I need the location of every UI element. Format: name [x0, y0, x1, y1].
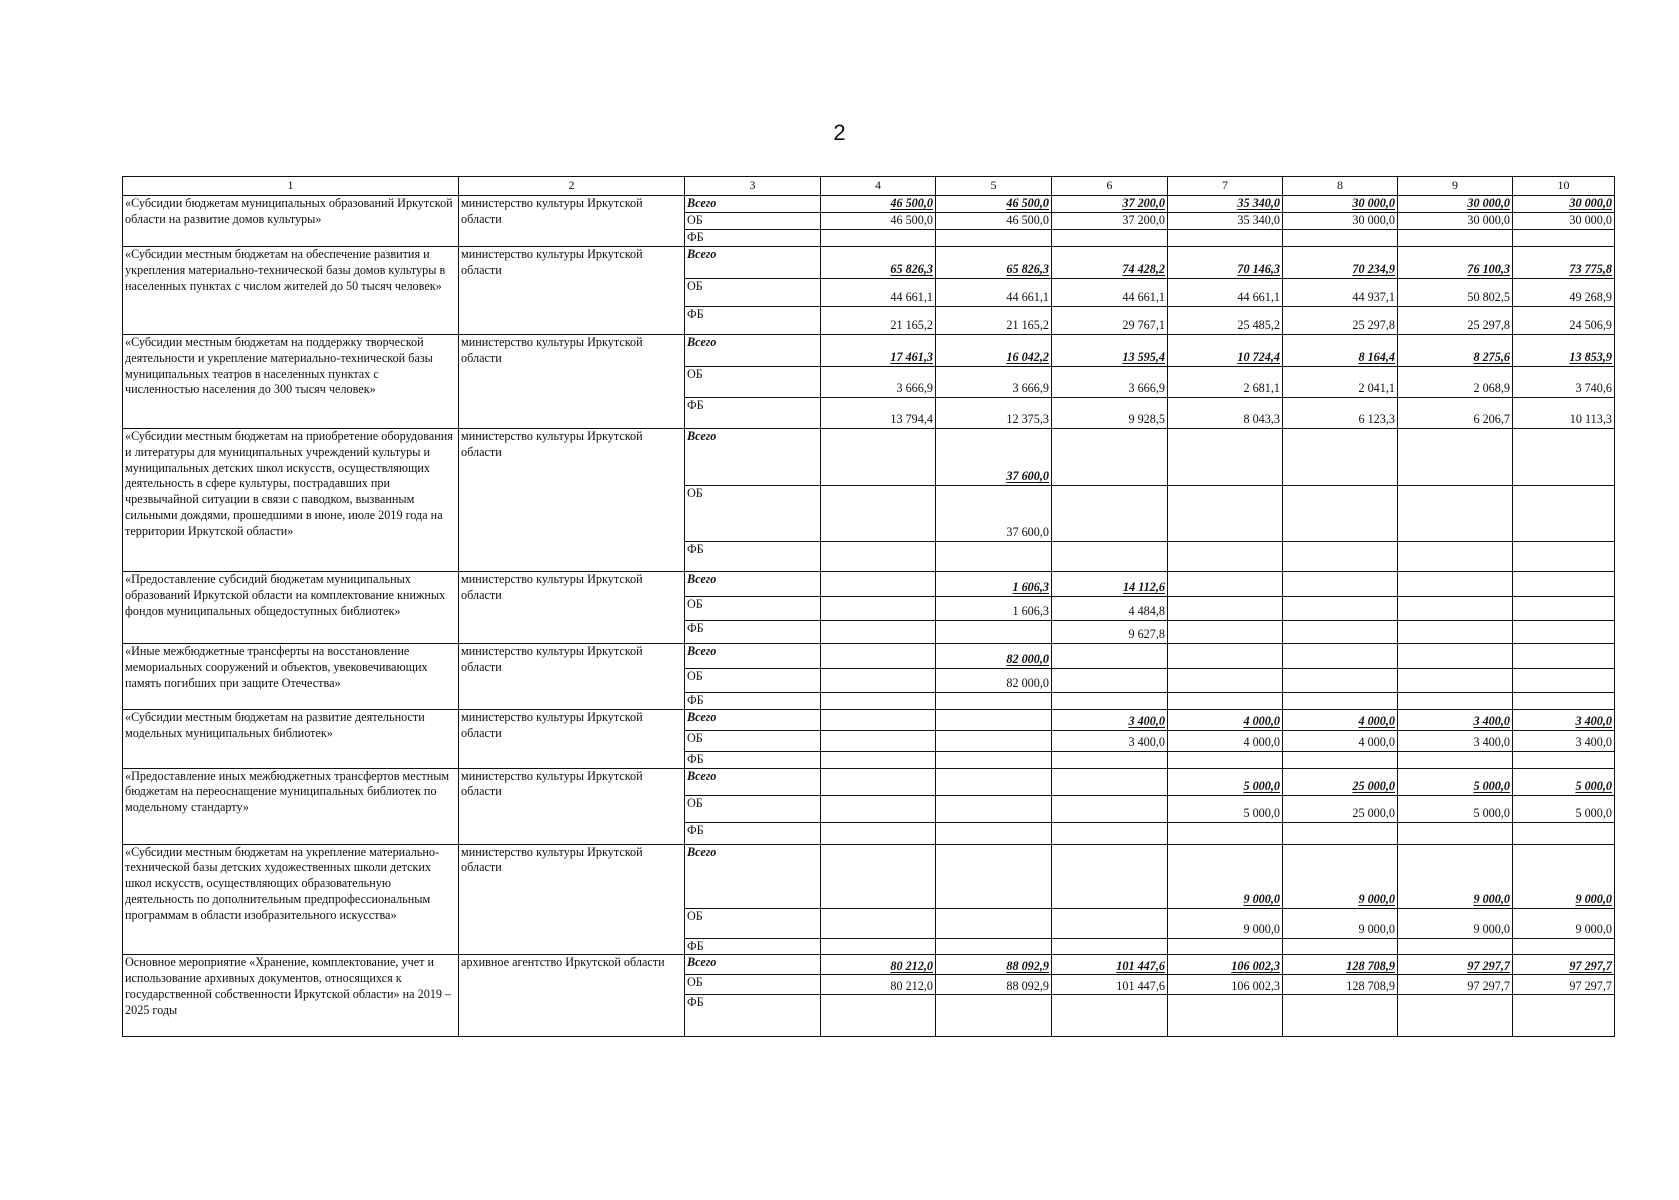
column-header: 6: [1052, 177, 1168, 196]
amount-cell: [1513, 822, 1615, 844]
amount-cell: [1513, 751, 1615, 768]
amount-cell: [1398, 938, 1513, 955]
amount-cell: 3 400,0: [1398, 730, 1513, 751]
funding-source-label: ОБ: [685, 908, 821, 938]
amount-cell: 46 500,0: [821, 196, 936, 213]
table-row: [123, 643, 1615, 668]
amount-cell: 128 708,9: [1283, 975, 1398, 995]
amount-cell: [936, 230, 1052, 247]
amount-cell: [1052, 908, 1168, 938]
funding-source-label: ФБ: [685, 822, 821, 844]
amount-cell: [1398, 751, 1513, 768]
amount-cell: 101 447,6: [1052, 975, 1168, 995]
amount-cell: [1283, 230, 1398, 247]
measure-description: Основное мероприятие «Хранение, комплектование, учет и использование архивных документов, относящихся к государственной собственности Иркутской области» на 2019 – 2025 годы: [123, 955, 459, 1037]
amount-cell: 14 112,6: [1052, 571, 1168, 596]
amount-cell: 74 428,2: [1052, 246, 1168, 278]
amount-cell: [1168, 571, 1283, 596]
amount-cell: [1052, 822, 1168, 844]
amount-cell: 82 000,0: [936, 668, 1052, 692]
amount-cell: 25 297,8: [1283, 306, 1398, 334]
amount-cell: [1513, 571, 1615, 596]
amount-cell: [1283, 643, 1398, 668]
amount-cell: 25 000,0: [1283, 795, 1398, 822]
amount-cell: 5 000,0: [1168, 795, 1283, 822]
amount-cell: [936, 938, 1052, 955]
column-header: 8: [1283, 177, 1398, 196]
amount-cell: 3 400,0: [1513, 730, 1615, 751]
measure-description: «Субсидии местным бюджетам на поддержку творческой деятельности и укрепление материально-технической базы муниципальных театров в населенных пунктах с численностью населения до 300 тысяч человек»: [123, 334, 459, 428]
amount-cell: [1168, 643, 1283, 668]
amount-cell: [1513, 643, 1615, 668]
amount-cell: 21 165,2: [821, 306, 936, 334]
amount-cell: 6 123,3: [1283, 397, 1398, 428]
amount-cell: 30 000,0: [1283, 196, 1398, 213]
amount-cell: 3 400,0: [1513, 709, 1615, 730]
amount-cell: [1283, 571, 1398, 596]
amount-cell: [936, 541, 1052, 571]
amount-cell: 2 041,1: [1283, 366, 1398, 397]
amount-cell: [1052, 768, 1168, 795]
amount-cell: [1168, 596, 1283, 620]
funding-source-label: ФБ: [685, 306, 821, 334]
amount-cell: 30 000,0: [1398, 196, 1513, 213]
amount-cell: [821, 730, 936, 751]
amount-cell: [1168, 822, 1283, 844]
amount-cell: 88 092,9: [936, 975, 1052, 995]
funding-source-label: Всего: [685, 709, 821, 730]
funding-source-label: ФБ: [685, 230, 821, 247]
funding-source-label: Всего: [685, 196, 821, 213]
amount-cell: [1398, 643, 1513, 668]
amount-cell: 3 666,9: [821, 366, 936, 397]
amount-cell: [1283, 822, 1398, 844]
amount-cell: 49 268,9: [1513, 278, 1615, 306]
funding-source-label: Всего: [685, 428, 821, 485]
amount-cell: 97 297,7: [1513, 975, 1615, 995]
funding-source-label: Всего: [685, 246, 821, 278]
column-header: 2: [459, 177, 685, 196]
funding-source-label: ФБ: [685, 541, 821, 571]
amount-cell: [1052, 844, 1168, 908]
amount-cell: [1513, 485, 1615, 541]
column-header: 1: [123, 177, 459, 196]
amount-cell: [821, 485, 936, 541]
amount-cell: 9 000,0: [1513, 844, 1615, 908]
amount-cell: 25 485,2: [1168, 306, 1283, 334]
amount-cell: [1168, 668, 1283, 692]
funding-source-label: ОБ: [685, 596, 821, 620]
funding-source-label: ОБ: [685, 975, 821, 995]
amount-cell: [821, 768, 936, 795]
amount-cell: [936, 795, 1052, 822]
column-header: 3: [685, 177, 821, 196]
amount-cell: 97 297,7: [1513, 955, 1615, 975]
column-header: 5: [936, 177, 1052, 196]
amount-cell: [936, 908, 1052, 938]
responsible-executor: министерство культуры Иркутской области: [459, 844, 685, 955]
funding-source-label: ФБ: [685, 692, 821, 709]
amount-cell: [1283, 596, 1398, 620]
amount-cell: [1513, 230, 1615, 247]
amount-cell: 70 146,3: [1168, 246, 1283, 278]
amount-cell: 44 937,1: [1283, 278, 1398, 306]
column-header: 4: [821, 177, 936, 196]
funding-source-label: ОБ: [685, 730, 821, 751]
amount-cell: 3 400,0: [1052, 709, 1168, 730]
amount-cell: [936, 844, 1052, 908]
amount-cell: [936, 709, 1052, 730]
amount-cell: 70 234,9: [1283, 246, 1398, 278]
amount-cell: 6 206,7: [1398, 397, 1513, 428]
amount-cell: 80 212,0: [821, 955, 936, 975]
table-row: [123, 196, 1615, 213]
amount-cell: 97 297,7: [1398, 955, 1513, 975]
amount-cell: 13 794,4: [821, 397, 936, 428]
amount-cell: 97 297,7: [1398, 975, 1513, 995]
funding-source-label: ФБ: [685, 938, 821, 955]
amount-cell: 10 724,4: [1168, 334, 1283, 366]
amount-cell: [1398, 230, 1513, 247]
amount-cell: [821, 692, 936, 709]
responsible-executor: министерство культуры Иркутской области: [459, 571, 685, 643]
amount-cell: 9 928,5: [1052, 397, 1168, 428]
amount-cell: [1513, 692, 1615, 709]
amount-cell: 3 740,6: [1513, 366, 1615, 397]
responsible-executor: министерство культуры Иркутской области: [459, 334, 685, 428]
amount-cell: [1052, 428, 1168, 485]
amount-cell: [1398, 995, 1513, 1037]
amount-cell: [821, 822, 936, 844]
table-row: [123, 428, 1615, 485]
amount-cell: [1168, 230, 1283, 247]
amount-cell: 3 666,9: [936, 366, 1052, 397]
funding-source-label: Всего: [685, 768, 821, 795]
amount-cell: 44 661,1: [936, 278, 1052, 306]
column-header: 10: [1513, 177, 1615, 196]
amount-cell: [1283, 692, 1398, 709]
amount-cell: [821, 844, 936, 908]
amount-cell: [1283, 751, 1398, 768]
amount-cell: [821, 995, 936, 1037]
amount-cell: [1398, 571, 1513, 596]
amount-cell: [1052, 485, 1168, 541]
table-row: [123, 955, 1615, 975]
amount-cell: [1168, 995, 1283, 1037]
amount-cell: 82 000,0: [936, 643, 1052, 668]
amount-cell: 21 165,2: [936, 306, 1052, 334]
amount-cell: 4 000,0: [1283, 709, 1398, 730]
amount-cell: [1052, 938, 1168, 955]
responsible-executor: архивное агентство Иркутской области: [459, 955, 685, 1037]
amount-cell: [1398, 692, 1513, 709]
amount-cell: 8 043,3: [1168, 397, 1283, 428]
amount-cell: 30 000,0: [1398, 213, 1513, 230]
amount-cell: 10 113,3: [1513, 397, 1615, 428]
amount-cell: [1513, 938, 1615, 955]
amount-cell: [1513, 620, 1615, 643]
table-row: [123, 334, 1615, 366]
amount-cell: 13 853,9: [1513, 334, 1615, 366]
amount-cell: [1513, 995, 1615, 1037]
amount-cell: 12 375,3: [936, 397, 1052, 428]
amount-cell: [936, 620, 1052, 643]
amount-cell: [1052, 795, 1168, 822]
amount-cell: 5 000,0: [1168, 768, 1283, 795]
amount-cell: 30 000,0: [1513, 196, 1615, 213]
amount-cell: [1513, 428, 1615, 485]
responsible-executor: министерство культуры Иркутской области: [459, 246, 685, 334]
amount-cell: 37 600,0: [936, 485, 1052, 541]
amount-cell: 73 775,8: [1513, 246, 1615, 278]
amount-cell: [936, 692, 1052, 709]
column-header: 7: [1168, 177, 1283, 196]
funding-source-label: ОБ: [685, 795, 821, 822]
table-row: [123, 768, 1615, 795]
amount-cell: 9 000,0: [1398, 844, 1513, 908]
amount-cell: [1052, 643, 1168, 668]
measure-description: «Предоставление иных межбюджетных трансфертов местным бюджетам на переоснащение муниципальных библиотек по модельному стандарту»: [123, 768, 459, 844]
amount-cell: [1283, 938, 1398, 955]
funding-source-label: Всего: [685, 571, 821, 596]
amount-cell: [821, 668, 936, 692]
amount-cell: 1 606,3: [936, 596, 1052, 620]
amount-cell: [1052, 230, 1168, 247]
amount-cell: [1168, 692, 1283, 709]
amount-cell: 2 681,1: [1168, 366, 1283, 397]
amount-cell: [936, 730, 1052, 751]
amount-cell: [1168, 485, 1283, 541]
amount-cell: 5 000,0: [1513, 768, 1615, 795]
column-header-row: [123, 177, 1615, 196]
amount-cell: [1052, 668, 1168, 692]
amount-cell: 3 666,9: [1052, 366, 1168, 397]
funding-source-label: ФБ: [685, 751, 821, 768]
funding-source-label: ФБ: [685, 995, 821, 1037]
amount-cell: [821, 643, 936, 668]
amount-cell: 65 826,3: [936, 246, 1052, 278]
amount-cell: [821, 541, 936, 571]
funding-source-label: ОБ: [685, 213, 821, 230]
amount-cell: 106 002,3: [1168, 955, 1283, 975]
funding-source-label: Всего: [685, 334, 821, 366]
amount-cell: [821, 908, 936, 938]
amount-cell: 5 000,0: [1398, 795, 1513, 822]
amount-cell: [936, 751, 1052, 768]
amount-cell: 3 400,0: [1398, 709, 1513, 730]
amount-cell: [821, 751, 936, 768]
amount-cell: 4 000,0: [1168, 709, 1283, 730]
amount-cell: 3 400,0: [1052, 730, 1168, 751]
responsible-executor: министерство культуры Иркутской области: [459, 768, 685, 844]
amount-cell: [821, 571, 936, 596]
amount-cell: 128 708,9: [1283, 955, 1398, 975]
amount-cell: 1 606,3: [936, 571, 1052, 596]
funding-source-label: Всего: [685, 955, 821, 975]
amount-cell: [821, 709, 936, 730]
funding-source-label: Всего: [685, 844, 821, 908]
table-row: [123, 571, 1615, 596]
amount-cell: 16 042,2: [936, 334, 1052, 366]
amount-cell: 9 000,0: [1283, 844, 1398, 908]
amount-cell: 9 627,8: [1052, 620, 1168, 643]
amount-cell: [1398, 428, 1513, 485]
funding-source-label: Всего: [685, 643, 821, 668]
amount-cell: 8 164,4: [1283, 334, 1398, 366]
amount-cell: [936, 768, 1052, 795]
measure-description: «Иные межбюджетные трансферты на восстановление мемориальных сооружений и объектов, увековечивающих память погибших при защите Отечества»: [123, 643, 459, 709]
amount-cell: [821, 596, 936, 620]
measure-description: «Субсидии бюджетам муниципальных образований Иркутской области на развитие домов культуры»: [123, 196, 459, 247]
table-row: [123, 709, 1615, 730]
amount-cell: [1398, 485, 1513, 541]
funding-source-label: ФБ: [685, 620, 821, 643]
amount-cell: [1052, 692, 1168, 709]
amount-cell: [1283, 428, 1398, 485]
funding-source-label: ОБ: [685, 668, 821, 692]
funding-source-label: ОБ: [685, 278, 821, 306]
amount-cell: 65 826,3: [821, 246, 936, 278]
amount-cell: 46 500,0: [821, 213, 936, 230]
amount-cell: 35 340,0: [1168, 213, 1283, 230]
amount-cell: 13 595,4: [1052, 334, 1168, 366]
amount-cell: 37 600,0: [936, 428, 1052, 485]
amount-cell: [821, 230, 936, 247]
amount-cell: 4 000,0: [1283, 730, 1398, 751]
responsible-executor: министерство культуры Иркутской области: [459, 428, 685, 571]
page-number: 2: [833, 120, 846, 145]
column-header: 9: [1398, 177, 1513, 196]
amount-cell: 5 000,0: [1513, 795, 1615, 822]
amount-cell: 25 297,8: [1398, 306, 1513, 334]
amount-cell: [1283, 995, 1398, 1037]
amount-cell: 9 000,0: [1168, 908, 1283, 938]
amount-cell: [821, 428, 936, 485]
responsible-executor: министерство культуры Иркутской области: [459, 709, 685, 768]
amount-cell: [1398, 620, 1513, 643]
amount-cell: 30 000,0: [1283, 213, 1398, 230]
amount-cell: 88 092,9: [936, 955, 1052, 975]
amount-cell: 80 212,0: [821, 975, 936, 995]
amount-cell: [1398, 541, 1513, 571]
amount-cell: 9 000,0: [1513, 908, 1615, 938]
amount-cell: 106 002,3: [1168, 975, 1283, 995]
amount-cell: [1168, 428, 1283, 485]
amount-cell: 76 100,3: [1398, 246, 1513, 278]
amount-cell: 5 000,0: [1398, 768, 1513, 795]
table-row: [123, 844, 1615, 908]
amount-cell: 4 484,8: [1052, 596, 1168, 620]
funding-source-label: ОБ: [685, 366, 821, 397]
amount-cell: 44 661,1: [821, 278, 936, 306]
amount-cell: [1052, 751, 1168, 768]
amount-cell: [821, 938, 936, 955]
amount-cell: 37 200,0: [1052, 213, 1168, 230]
amount-cell: [1052, 541, 1168, 571]
table-row: [123, 246, 1615, 278]
amount-cell: [936, 822, 1052, 844]
amount-cell: [1283, 668, 1398, 692]
funding-source-label: ФБ: [685, 397, 821, 428]
amount-cell: 25 000,0: [1283, 768, 1398, 795]
amount-cell: 30 000,0: [1513, 213, 1615, 230]
amount-cell: 9 000,0: [1168, 844, 1283, 908]
amount-cell: 8 275,6: [1398, 334, 1513, 366]
amount-cell: 9 000,0: [1283, 908, 1398, 938]
amount-cell: [1513, 541, 1615, 571]
amount-cell: [1513, 668, 1615, 692]
amount-cell: [1283, 485, 1398, 541]
funding-source-label: ОБ: [685, 485, 821, 541]
amount-cell: [1168, 751, 1283, 768]
responsible-executor: министерство культуры Иркутской области: [459, 643, 685, 709]
amount-cell: 50 802,5: [1398, 278, 1513, 306]
amount-cell: [821, 620, 936, 643]
amount-cell: 9 000,0: [1398, 908, 1513, 938]
amount-cell: 44 661,1: [1052, 278, 1168, 306]
measure-description: «Предоставление субсидий бюджетам муниципальных образований Иркутской области на комплектование книжных фондов муниципальных общедоступных библиотек»: [123, 571, 459, 643]
amount-cell: [1398, 668, 1513, 692]
amount-cell: 46 500,0: [936, 196, 1052, 213]
amount-cell: [1283, 620, 1398, 643]
responsible-executor: министерство культуры Иркутской области: [459, 196, 685, 247]
budget-table: [122, 176, 1615, 1037]
measure-description: «Субсидии местным бюджетам на развитие деятельности модельных муниципальных библиотек»: [123, 709, 459, 768]
amount-cell: 37 200,0: [1052, 196, 1168, 213]
amount-cell: [1513, 596, 1615, 620]
amount-cell: 35 340,0: [1168, 196, 1283, 213]
amount-cell: [1052, 995, 1168, 1037]
amount-cell: 46 500,0: [936, 213, 1052, 230]
measure-description: «Субсидии местным бюджетам на обеспечение развития и укрепления материально-технической базы домов культуры в населенных пунктах с числом жителей до 50 тысяч человек»: [123, 246, 459, 334]
amount-cell: [1168, 541, 1283, 571]
measure-description: «Субсидии местным бюджетам на укрепление материально-технической базы детских художественных школи детских школ искусств, осуществляющих образовательную деятельность по дополнительным предпрофессиональным программам в области изобразительного искусства»: [123, 844, 459, 955]
amount-cell: 29 767,1: [1052, 306, 1168, 334]
amount-cell: 17 461,3: [821, 334, 936, 366]
amount-cell: 2 068,9: [1398, 366, 1513, 397]
amount-cell: [1398, 596, 1513, 620]
amount-cell: [1168, 938, 1283, 955]
measure-description: «Субсидии местным бюджетам на приобретение оборудования и литературы для муниципальных учреждений культуры и муниципальных детских школ искусств, осуществляющих деятельность в сфере культуры, пострадавших при чрезвычайной ситуации в связи с паводком, вызванным сильными дождями, прошедшими в июне, июле 2019 года на территории Иркутской области»: [123, 428, 459, 571]
amount-cell: 44 661,1: [1168, 278, 1283, 306]
amount-cell: [821, 795, 936, 822]
amount-cell: [1283, 541, 1398, 571]
amount-cell: [1398, 822, 1513, 844]
amount-cell: [1168, 620, 1283, 643]
amount-cell: [936, 995, 1052, 1037]
amount-cell: 101 447,6: [1052, 955, 1168, 975]
amount-cell: 4 000,0: [1168, 730, 1283, 751]
amount-cell: 24 506,9: [1513, 306, 1615, 334]
